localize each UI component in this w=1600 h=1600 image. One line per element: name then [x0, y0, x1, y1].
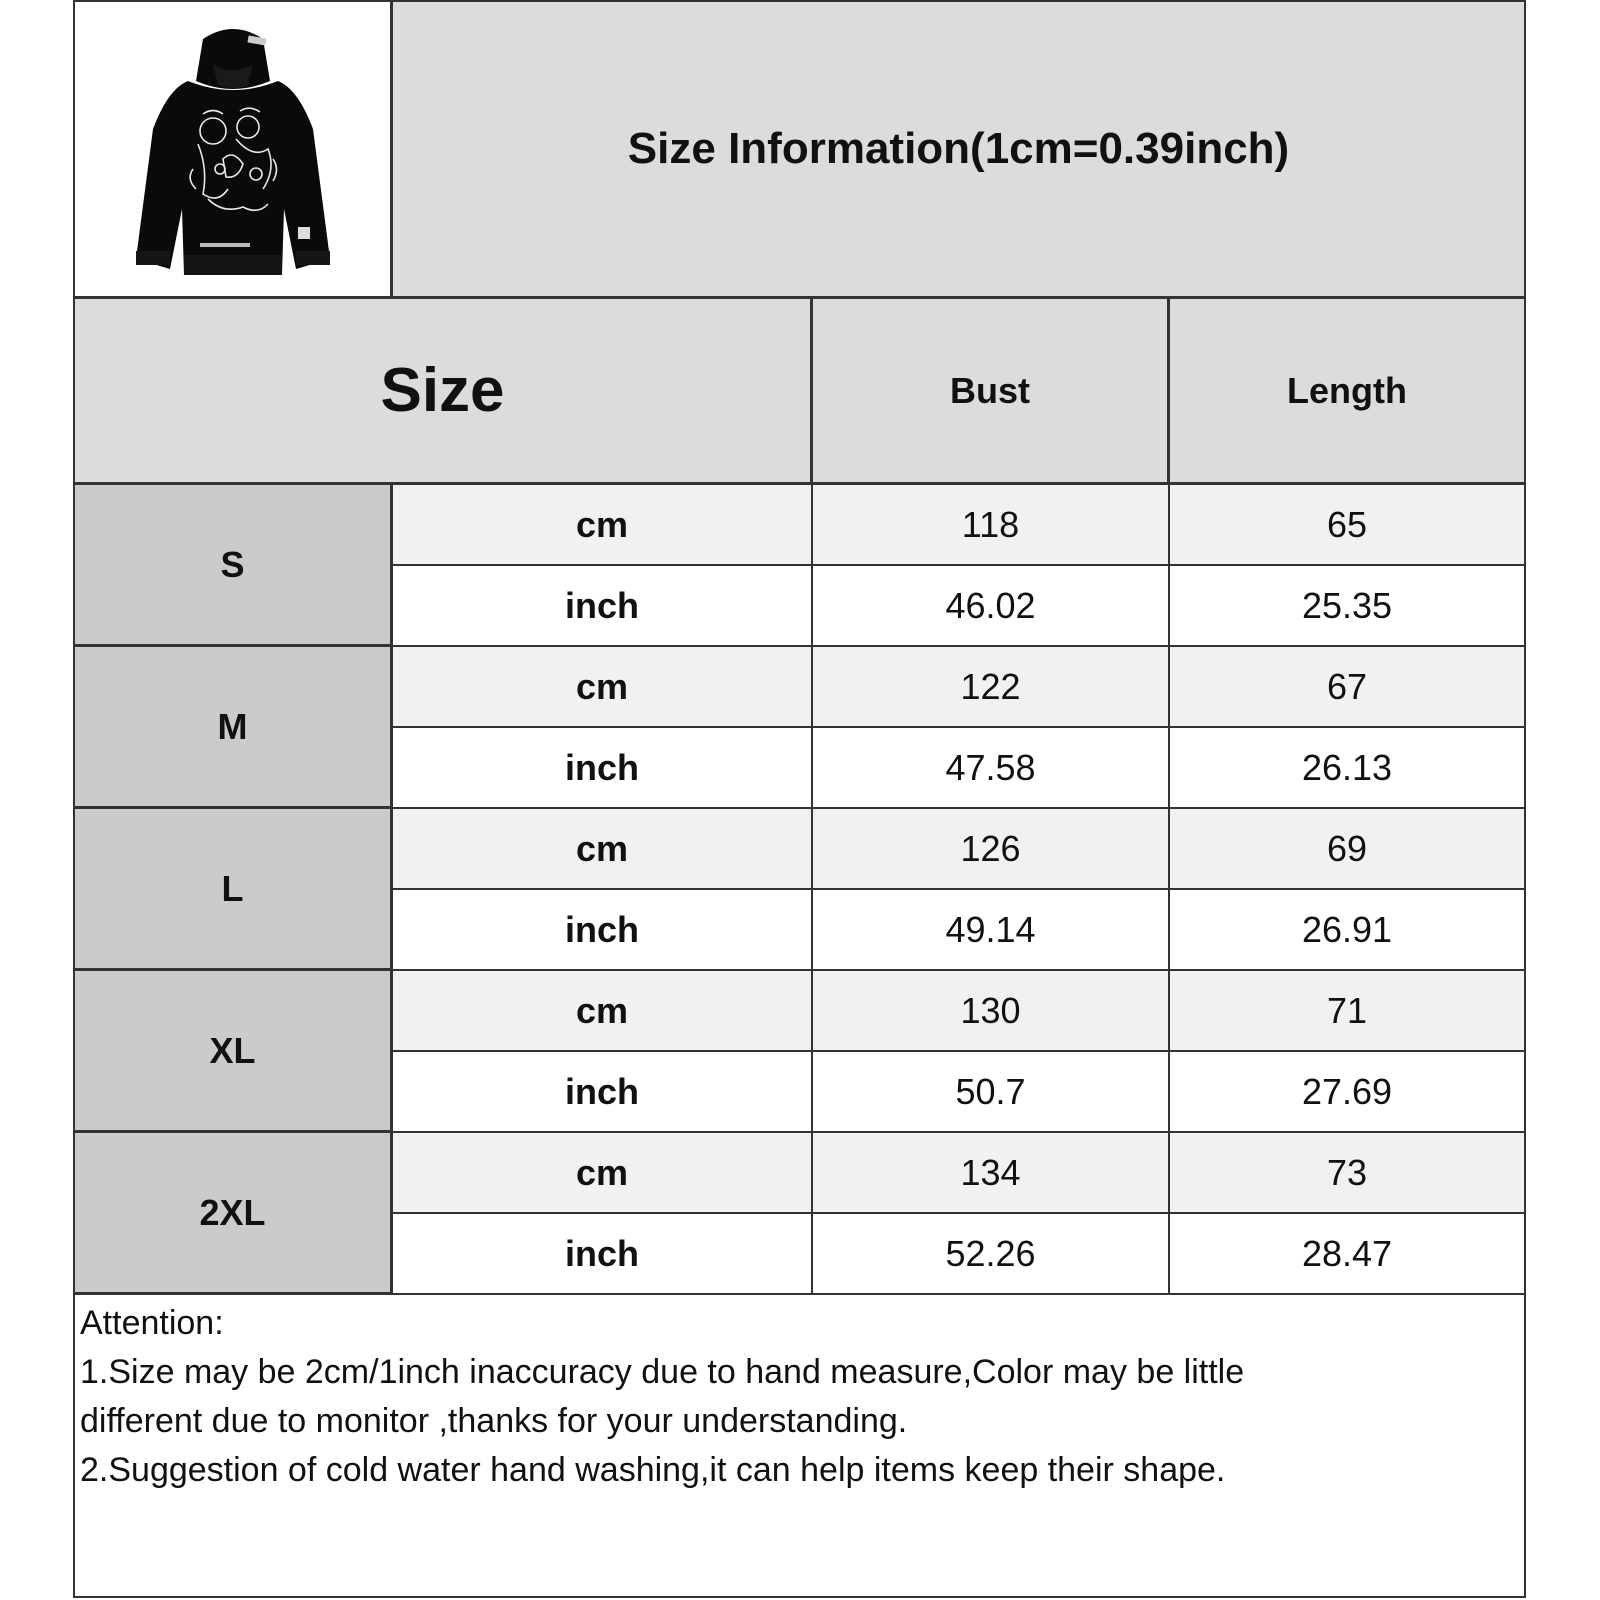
attention-line-3: 2.Suggestion of cold water hand washing,it can help items keep their shape.	[80, 1451, 1226, 1489]
size-column-header	[75, 299, 813, 485]
length-value: 73	[1170, 1133, 1524, 1214]
length-value: 69	[1170, 809, 1524, 890]
length-value: 65	[1170, 485, 1524, 566]
bust-value: 52.26	[813, 1214, 1170, 1295]
bust-value: 49.14	[813, 890, 1170, 971]
size-label-2xl: 2XL	[75, 1133, 393, 1295]
size-label-l: L	[75, 809, 393, 971]
attention-heading: Attention:	[80, 1304, 224, 1342]
size-label-xl: XL	[75, 971, 393, 1133]
chart-title-text: Size Information(1cm=0.39inch)	[627, 124, 1290, 173]
hoodie-icon	[108, 19, 358, 279]
size-chart	[73, 0, 1526, 1598]
unit-cell: inch	[393, 1052, 813, 1133]
unit-cell: inch	[393, 1214, 813, 1295]
bust-value: 47.58	[813, 728, 1170, 809]
unit-cell: cm	[393, 1133, 813, 1214]
length-value: 27.69	[1170, 1052, 1524, 1133]
product-photo	[75, 2, 393, 299]
bust-value: 118	[813, 485, 1170, 566]
bust-value: 134	[813, 1133, 1170, 1214]
unit-cell: cm	[393, 809, 813, 890]
size-label-s: S	[75, 485, 393, 647]
unit-cell: cm	[393, 647, 813, 728]
length-value: 26.13	[1170, 728, 1524, 809]
bust-value: 122	[813, 647, 1170, 728]
size-label-m: M	[75, 647, 393, 809]
unit-cell: inch	[393, 566, 813, 647]
bust-value: 126	[813, 809, 1170, 890]
unit-cell: inch	[393, 728, 813, 809]
bust-value: 50.7	[813, 1052, 1170, 1133]
length-value: 67	[1170, 647, 1524, 728]
attention-line-2: different due to monitor ,thanks for your understanding.	[80, 1402, 908, 1440]
attention-line-1: 1.Size may be 2cm/1inch inaccuracy due to hand measure,Color may be little	[80, 1353, 1245, 1391]
bust-header-label: Bust	[950, 369, 1030, 411]
length-value: 28.47	[1170, 1214, 1524, 1295]
length-column-header	[1170, 299, 1524, 485]
unit-cell: cm	[393, 485, 813, 566]
length-header-label: Length	[1287, 369, 1407, 411]
length-value: 71	[1170, 971, 1524, 1052]
length-value: 26.91	[1170, 890, 1524, 971]
unit-cell: cm	[393, 971, 813, 1052]
bust-value: 130	[813, 971, 1170, 1052]
chart-title	[393, 2, 1524, 299]
bust-column-header	[813, 299, 1170, 485]
size-header-label: Size	[380, 356, 505, 425]
bust-value: 46.02	[813, 566, 1170, 647]
length-value: 25.35	[1170, 566, 1524, 647]
unit-cell: inch	[393, 890, 813, 971]
attention-notes	[80, 1299, 1510, 1495]
